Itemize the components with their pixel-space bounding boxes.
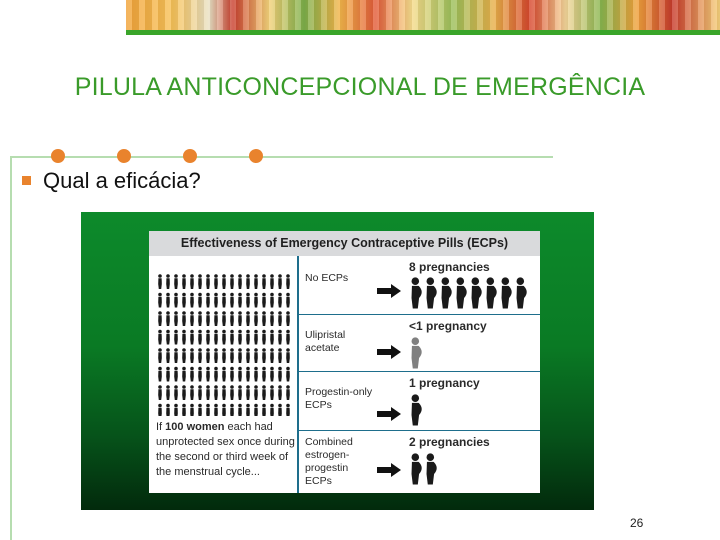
woman-icon <box>254 311 258 326</box>
woman-icon <box>198 385 202 400</box>
woman-icon <box>214 385 218 400</box>
row-ulipristal <box>299 315 540 371</box>
woman-icon <box>278 330 282 345</box>
woman-icon <box>182 330 186 345</box>
women-note <box>156 420 296 480</box>
row-result: <1 pregnancy <box>409 319 487 333</box>
row-result: 8 pregnancies <box>409 260 490 274</box>
pregnant-woman-icon <box>487 277 497 308</box>
woman-icon <box>214 293 218 308</box>
woman-icon <box>278 385 282 400</box>
woman-icon <box>278 367 282 382</box>
woman-icon <box>286 404 290 416</box>
pregnant-woman-icon <box>472 277 482 308</box>
woman-icon <box>158 311 162 326</box>
woman-icon <box>254 385 258 400</box>
woman-icon <box>230 348 234 363</box>
woman-icon <box>286 293 290 308</box>
arrow-right-icon <box>377 284 401 298</box>
woman-icon <box>174 311 178 326</box>
left-vertical-rule <box>10 156 12 540</box>
woman-icon <box>198 293 202 308</box>
woman-icon <box>166 385 170 400</box>
woman-icon <box>198 348 202 363</box>
woman-icon <box>230 274 234 289</box>
woman-icon <box>214 274 218 289</box>
woman-icon <box>198 404 202 416</box>
banner-green-stripe <box>126 30 720 35</box>
woman-icon <box>254 330 258 345</box>
woman-icon <box>246 274 250 289</box>
woman-icon <box>270 293 274 308</box>
woman-icon <box>198 367 202 382</box>
woman-icon <box>198 330 202 345</box>
woman-icon <box>246 385 250 400</box>
row-label: Combined estrogen-progestin ECPs <box>305 436 353 487</box>
woman-icon <box>166 311 170 326</box>
woman-icon <box>286 385 290 400</box>
woman-icon <box>286 330 290 345</box>
woman-icon <box>278 274 282 289</box>
women-grid-column <box>149 256 297 493</box>
woman-icon <box>230 385 234 400</box>
woman-icon <box>230 367 234 382</box>
women-note-prefix: If <box>156 421 166 433</box>
woman-icon <box>182 404 186 416</box>
figure-title: Effectiveness of Emergency Contraceptive Pills (ECPs) <box>180 236 509 250</box>
woman-icon <box>238 367 242 382</box>
woman-icon <box>278 348 282 363</box>
woman-icon <box>270 330 274 345</box>
woman-icon <box>270 348 274 363</box>
woman-icon <box>222 293 226 308</box>
woman-icon <box>262 367 266 382</box>
women-note-suffix: each had unprotected sex once during the second or third week of the menstrual cycle... <box>156 421 295 478</box>
woman-icon <box>198 311 202 326</box>
pregnant-woman-icon <box>517 277 527 308</box>
woman-icon <box>286 311 290 326</box>
woman-icon <box>158 293 162 308</box>
orange-dot-decoration <box>249 149 263 163</box>
pregnant-figures <box>407 275 537 311</box>
woman-icon <box>262 311 266 326</box>
woman-icon <box>278 293 282 308</box>
woman-icon <box>166 330 170 345</box>
woman-icon <box>214 311 218 326</box>
woman-icon <box>238 385 242 400</box>
ecp-effectiveness-figure <box>149 231 540 493</box>
woman-icon <box>278 311 282 326</box>
woman-icon <box>158 274 162 289</box>
woman-icon <box>246 367 250 382</box>
woman-icon <box>270 311 274 326</box>
row-label: Ulipristal acetate <box>305 329 346 354</box>
figure-body <box>149 256 540 493</box>
woman-icon <box>174 348 178 363</box>
pregnant-woman-icon <box>427 277 437 308</box>
woman-icon <box>166 293 170 308</box>
row-progestin-only <box>299 372 540 430</box>
woman-icon <box>246 293 250 308</box>
woman-icon <box>254 404 258 416</box>
woman-icon <box>238 311 242 326</box>
banner-photo-strip <box>126 0 720 30</box>
woman-icon <box>206 404 210 416</box>
woman-icon <box>246 311 250 326</box>
arrow-right-icon <box>377 407 401 421</box>
pregnant-figures <box>407 451 537 487</box>
woman-icon <box>230 330 234 345</box>
bullet-text: Qual a eficácia? <box>43 168 201 193</box>
woman-icon <box>206 311 210 326</box>
woman-icon <box>206 274 210 289</box>
woman-icon <box>182 385 186 400</box>
woman-icon <box>182 367 186 382</box>
pregnant-woman-icon <box>412 337 422 368</box>
woman-icon <box>270 404 274 416</box>
pregnant-woman-icon <box>457 277 467 308</box>
row-combined <box>299 431 540 493</box>
row-result: 1 pregnancy <box>409 376 480 390</box>
woman-icon <box>222 348 226 363</box>
woman-icon <box>198 274 202 289</box>
orange-dot-decoration <box>183 149 197 163</box>
woman-icon <box>222 274 226 289</box>
arrow-right-icon <box>377 463 401 477</box>
woman-icon <box>254 293 258 308</box>
orange-dot-decoration <box>117 149 131 163</box>
woman-icon <box>230 311 234 326</box>
woman-icon <box>182 311 186 326</box>
woman-icon <box>182 293 186 308</box>
pregnant-woman-icon <box>427 453 437 484</box>
woman-icon <box>254 367 258 382</box>
page-number: 26 <box>630 516 644 530</box>
pregnant-figures <box>407 335 537 371</box>
woman-icon <box>166 348 170 363</box>
woman-icon <box>206 385 210 400</box>
woman-icon <box>158 385 162 400</box>
woman-icon <box>286 274 290 289</box>
woman-icon <box>206 367 210 382</box>
woman-icon <box>158 348 162 363</box>
woman-icon <box>190 293 194 308</box>
woman-icon <box>222 367 226 382</box>
woman-icon <box>222 385 226 400</box>
woman-icon <box>262 293 266 308</box>
woman-icon <box>286 348 290 363</box>
slide-title: PILULA ANTICONCEPCIONAL DE EMERGÊNCIA <box>74 73 646 101</box>
woman-icon <box>182 348 186 363</box>
woman-icon <box>246 404 250 416</box>
woman-icon <box>286 367 290 382</box>
woman-icon <box>190 348 194 363</box>
woman-icon <box>254 348 258 363</box>
row-label: No ECPs <box>305 272 349 284</box>
woman-icon <box>222 330 226 345</box>
woman-icon <box>270 367 274 382</box>
woman-icon <box>190 404 194 416</box>
woman-icon <box>174 293 178 308</box>
woman-icon <box>238 274 242 289</box>
woman-icon <box>158 330 162 345</box>
woman-icon <box>190 311 194 326</box>
arrow-right-icon <box>377 345 401 359</box>
pregnant-woman-icon <box>442 277 452 308</box>
woman-icon <box>246 330 250 345</box>
woman-icon <box>230 404 234 416</box>
woman-icon <box>214 330 218 345</box>
woman-icon <box>214 348 218 363</box>
woman-icon <box>214 404 218 416</box>
figure-header <box>149 231 540 256</box>
women-icon-grid <box>149 256 297 416</box>
woman-icon <box>158 367 162 382</box>
woman-icon <box>262 348 266 363</box>
woman-icon <box>174 385 178 400</box>
woman-icon <box>166 274 170 289</box>
woman-icon <box>230 293 234 308</box>
woman-icon <box>190 330 194 345</box>
woman-icon <box>166 404 170 416</box>
woman-icon <box>190 274 194 289</box>
woman-icon <box>182 274 186 289</box>
woman-icon <box>238 404 242 416</box>
woman-icon <box>222 404 226 416</box>
woman-icon <box>254 274 258 289</box>
row-result: 2 pregnancies <box>409 435 490 449</box>
pregnant-woman-icon <box>412 277 422 308</box>
woman-icon <box>238 330 242 345</box>
row-label: Progestin-only ECPs <box>305 386 373 411</box>
woman-icon <box>206 348 210 363</box>
woman-icon <box>238 293 242 308</box>
header-banner <box>126 0 720 35</box>
woman-icon <box>214 367 218 382</box>
woman-icon <box>222 311 226 326</box>
woman-icon <box>262 404 266 416</box>
woman-icon <box>174 404 178 416</box>
woman-icon <box>166 367 170 382</box>
woman-icon <box>174 274 178 289</box>
pregnant-woman-icon <box>412 394 422 425</box>
bullet-square-icon <box>22 176 31 185</box>
woman-icon <box>190 367 194 382</box>
woman-icon <box>278 404 282 416</box>
woman-icon <box>206 293 210 308</box>
pregnant-figures <box>407 392 537 428</box>
orange-dot-decoration <box>51 149 65 163</box>
woman-icon <box>262 274 266 289</box>
woman-icon <box>262 330 266 345</box>
woman-icon <box>174 330 178 345</box>
woman-icon <box>262 385 266 400</box>
pregnant-woman-icon <box>502 277 512 308</box>
pregnant-woman-icon <box>412 453 422 484</box>
woman-icon <box>238 348 242 363</box>
horizontal-rule <box>10 156 553 158</box>
woman-icon <box>270 385 274 400</box>
woman-icon <box>190 385 194 400</box>
woman-icon <box>246 348 250 363</box>
woman-icon <box>174 367 178 382</box>
row-no-ecps <box>299 256 540 314</box>
woman-icon <box>206 330 210 345</box>
woman-icon <box>270 274 274 289</box>
woman-icon <box>158 404 162 416</box>
women-note-bold: 100 women <box>165 421 225 433</box>
